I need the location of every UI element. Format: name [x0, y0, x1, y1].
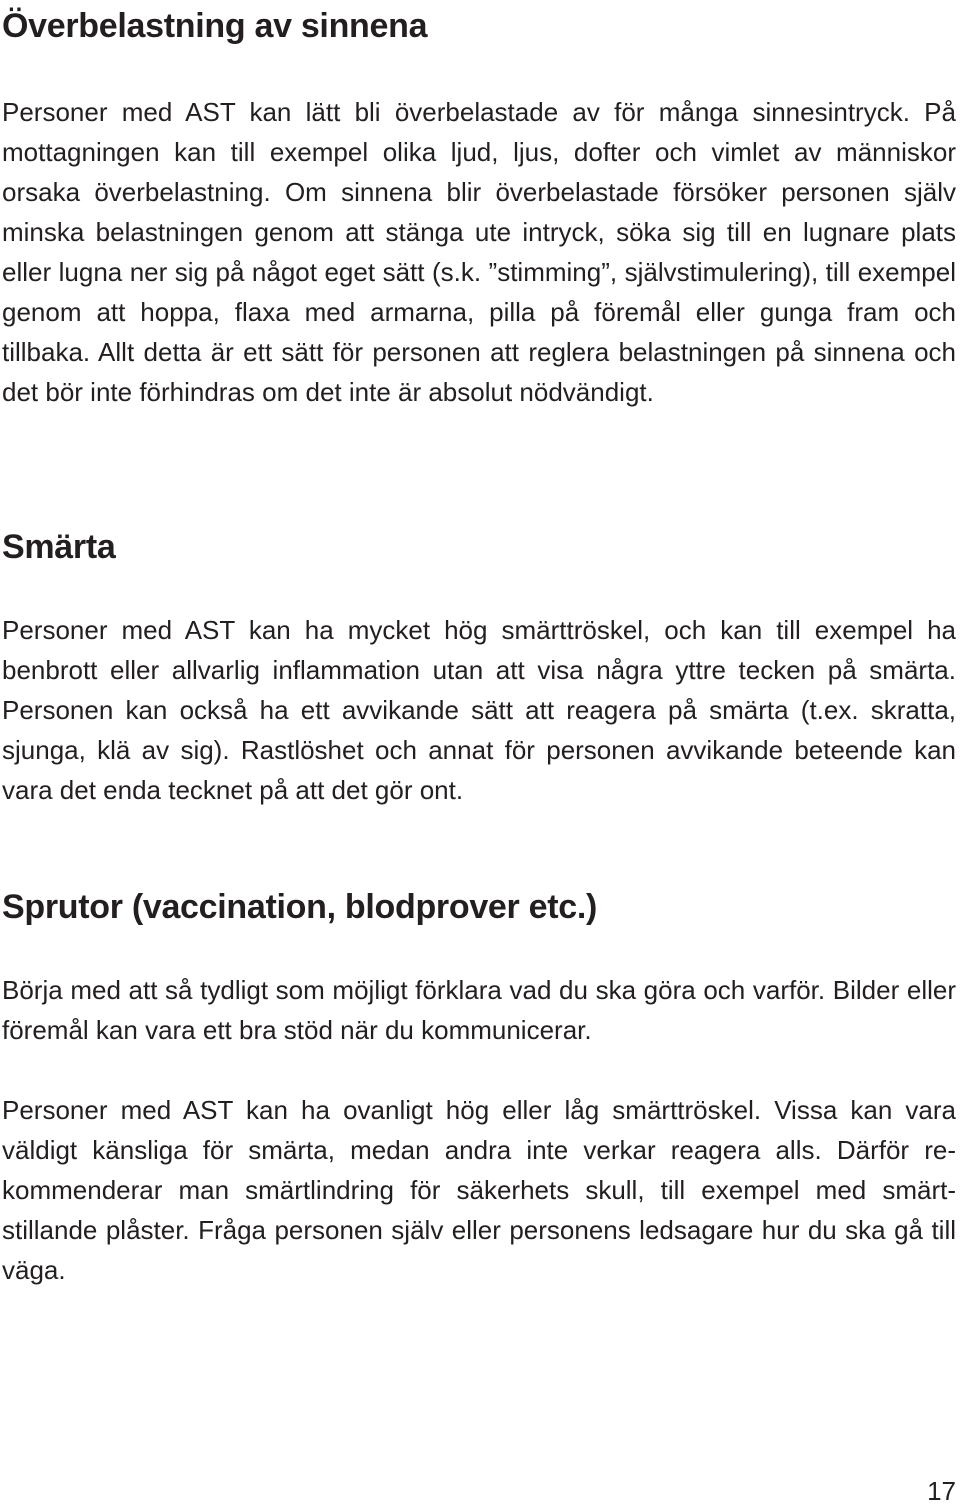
section-heading: Smärta — [2, 528, 116, 566]
section-paragraph: Personer med AST kan ha ovanligt hög eller låg smärttröskel. Vissa kan vara väldigt känsliga för smärta, medan andra inte verkar reagera alls. Därför rekommenderar man smärtlindring för säkerhets skull, till exempel med smärtstillande plåster. Fråga personen själv eller personens ledsagare hur du ska gå till väga. — [2, 1095, 956, 1285]
section-overbelastning — [2, 6, 956, 412]
section-heading: Överbelastning av sinnena — [2, 7, 428, 45]
section-paragraph: Personer med AST kan ha mycket hög smärttröskel, och kan till exempel ha benbrott eller allvarlig inflammation utan att visa några yttre tecken på smärta. Personen kan också ha ett avvikande sätt att reagera på smärta (t.ex. skratta, sjunga, klä av sig). Rastlöshet och annat för personen avvikande beteende kan vara det enda tecknet på att det gör ont. — [2, 615, 956, 805]
section-sprutor — [2, 887, 956, 1290]
section-smarta — [2, 527, 956, 810]
page-number: 17 — [927, 1476, 956, 1506]
section-paragraph: Börja med att så tydligt som möjligt förklara vad du ska göra och varför. Bilder eller föremål kan vara ett bra stöd när du kommunicerar. — [2, 975, 956, 1045]
section-paragraph: Personer med AST kan lätt bli överbelastade av för många sinnesintryck. På mottagningen kan till exempel olika ljud, ljus, dofter och vimlet av människor orsaka överbelastning. Om sinnena blir överbelastade försöker personen själv minska belastningen genom att stänga ute intryck, söka sig till en lugnare plats eller lugna ner sig på något eget sätt (s.k. ”stimming”, självstimulering), till exempel genom att hoppa, flaxa med armarna, pilla på föremål eller gunga fram och tillbaka. Allt detta är ett sätt för personen att reglera belastningen på sinnena och det bör inte förhindras om det inte är absolut nödvändigt. — [2, 97, 956, 407]
section-heading: Sprutor (vaccination, blodprover etc.) — [2, 888, 598, 926]
